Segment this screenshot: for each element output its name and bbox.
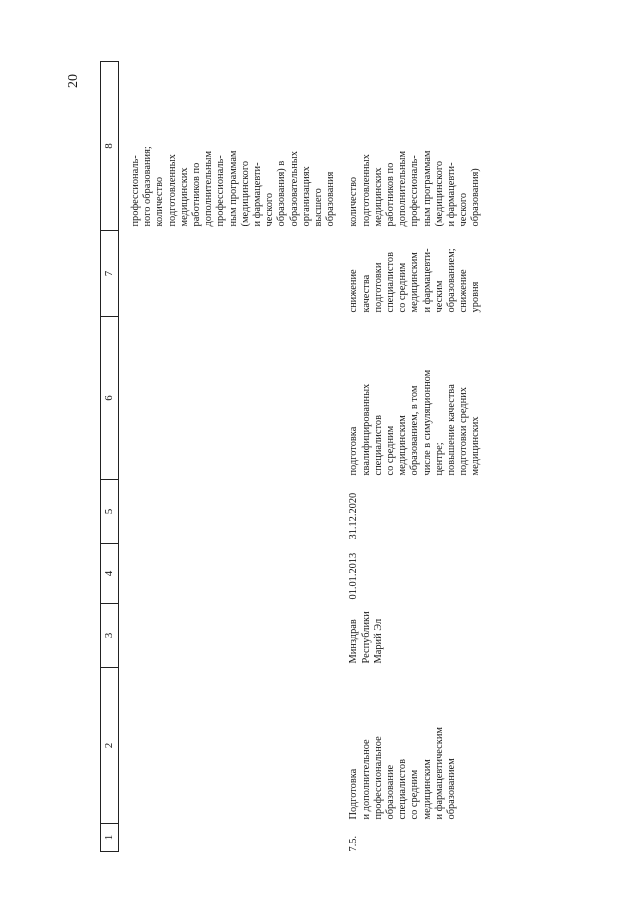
column-number-row [101,62,119,852]
non-implementation-consequences: снижение качества подготовки специалистов со средним медицинским и фармацевти- ческим образованием; снижение уровня [348,248,482,313]
continuation-row [119,62,338,852]
rotated-table-sheet [100,62,570,852]
continued-indicators-text: профессиональ- ного образования; количество подготовленных медицинских работников по дополнительным профессиональ- ным программам (медицинского и фармацевти- ческого образования) в образовательных организациях высшего образования [130,146,337,227]
start-date: 01.01.2013 [348,552,360,600]
table-row [337,62,482,852]
column-header-7: 7 [101,231,119,317]
end-date: 31.12.2020 [348,492,360,540]
column-header-3: 3 [101,604,119,668]
column-header-8: 8 [101,62,119,231]
column-header-6: 6 [101,317,119,480]
column-header-4: 4 [101,544,119,604]
page-number: 20 [66,74,81,88]
responsible-executor: Минздрав Республики Марий Эл [348,611,384,664]
column-header-5: 5 [101,480,119,544]
column-header-1: 1 [101,824,119,852]
program-table [100,61,483,852]
expected-result: подготовка квалифицированных специалистов со средним медицинским образованием, в том числе в симуляционном центре; повышение качества подготовки средних медицинских [348,369,482,476]
column-header-2: 2 [101,668,119,824]
measure-name: Подготовка и дополнительное профессиональное образование специалистов со средним медицинским и фармацевтическим образованием [348,727,458,820]
related-indicators: количество подготовленных медицинских работников по дополнительным профессиональ- ным программам (медицинского и фармацевти- ческого образования) [348,150,482,227]
row-number: 7.5. [348,835,360,852]
